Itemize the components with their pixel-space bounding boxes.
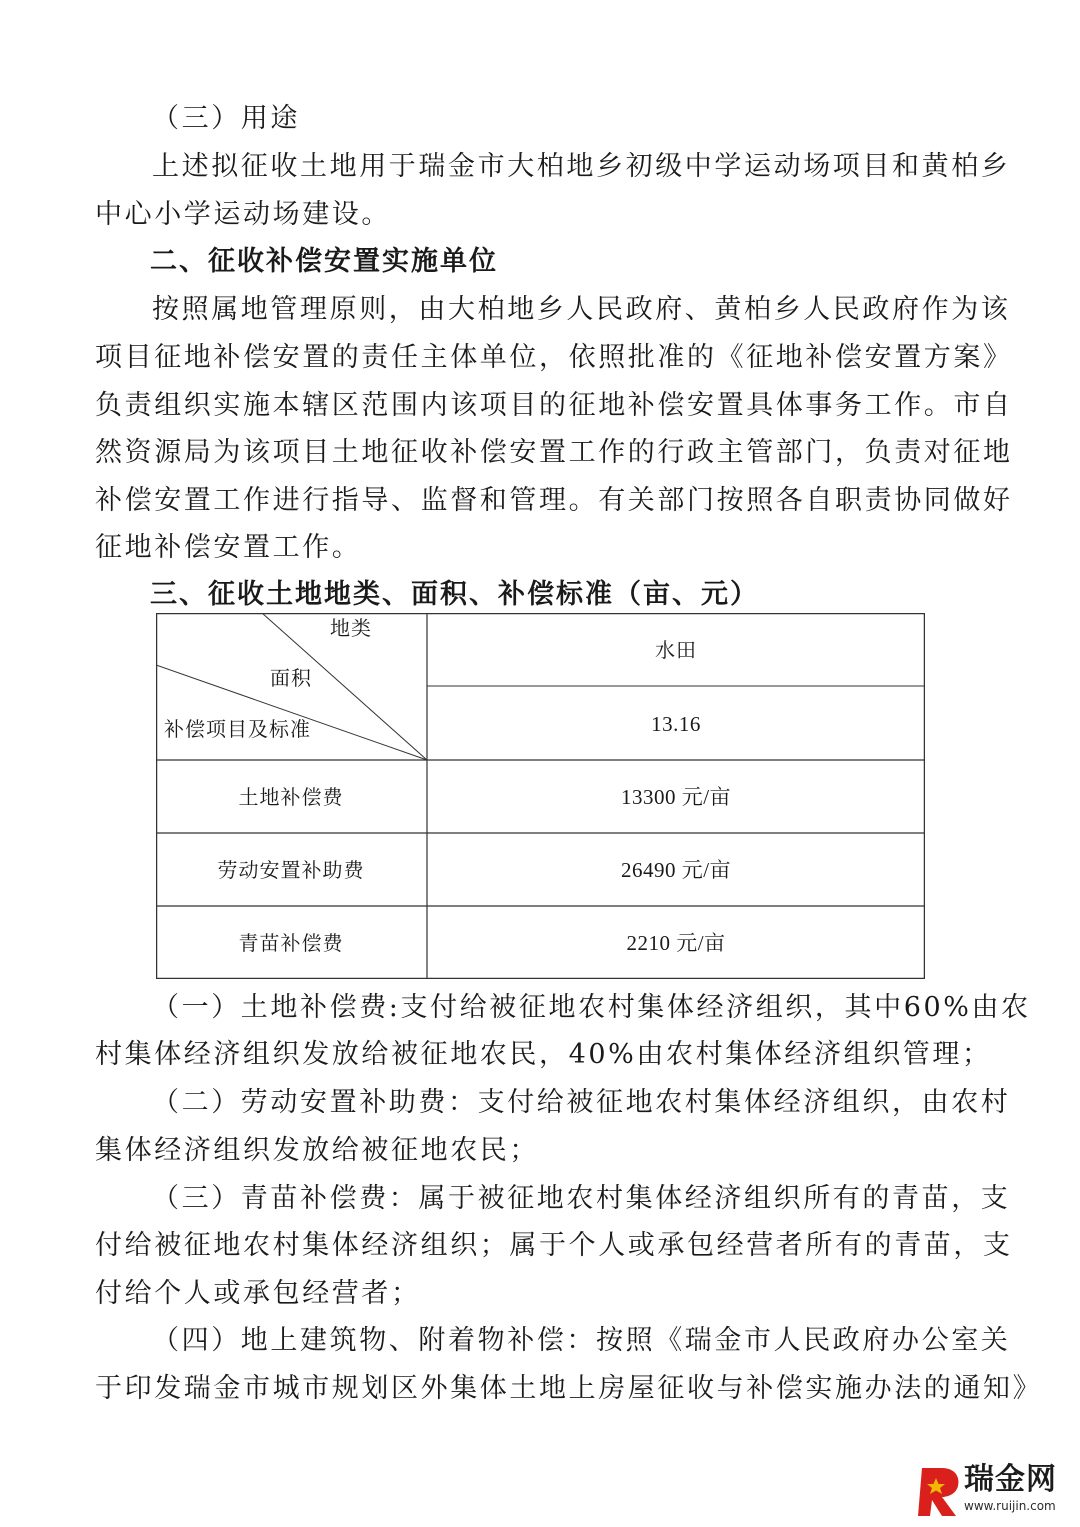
paragraph-line: 然资源局为该项目土地征收补偿安置工作的行政主管部门，负责对征地	[95, 437, 1013, 468]
logo-name: 瑞金网	[964, 1462, 1057, 1497]
paragraph-line: （二）劳动安置补助费：支付给被征地农村集体经济组织，由农村	[152, 1087, 1011, 1118]
land-type-value: 水田	[655, 638, 697, 662]
row-label: 劳动安置补助费	[217, 858, 365, 882]
paragraph-line: 项目征地补偿安置的责任主体单位，依照批准的《征地补偿安置方案》	[95, 342, 1013, 373]
paragraph-line: （一）土地补偿费:支付给被征地农村集体经济组织，其中60%由农	[152, 992, 1031, 1023]
paragraph-line: 于印发瑞金市城市规划区外集体土地上房屋征收与补偿实施办法的通知》	[95, 1373, 1043, 1404]
logo-url: www.ruijin.com	[964, 1499, 1056, 1513]
paragraph-line: 集体经济组织发放给被征地农民；	[95, 1135, 539, 1166]
paragraph-line: 付给个人或承包经营者；	[95, 1278, 421, 1309]
paragraph-line: 负责组织实施本辖区范围内该项目的征地补偿安置具体事务工作。市自	[95, 390, 1013, 421]
header-land-type: 地类	[330, 616, 372, 640]
paragraph-line: 上述拟征收土地用于瑞金市大柏地乡初级中学运动场项目和黄柏乡	[152, 151, 1011, 182]
watermark-logo	[912, 1462, 1067, 1522]
section-heading-2: 二、征收补偿安置实施单位	[150, 246, 498, 277]
paragraph-line: 中心小学运动场建设。	[95, 199, 391, 230]
header-items: 补偿项目及标准	[164, 717, 311, 741]
row-value: 2210 元/亩	[626, 931, 726, 955]
header-area: 面积	[270, 666, 312, 690]
row-value: 13300 元/亩	[620, 785, 732, 809]
paragraph-line: 村集体经济组织发放给被征地农民，40%由农村集体经济组织管理；	[95, 1039, 992, 1070]
paragraph-line: 付给被征地农村集体经济组织；属于个人或承包经营者所有的青苗，支	[95, 1230, 1013, 1261]
paragraph-line: （四）地上建筑物、附着物补偿：按照《瑞金市人民政府办公室关	[152, 1325, 1011, 1356]
paragraph-line: （三）青苗补偿费：属于被征地农村集体经济组织所有的青苗，支	[152, 1183, 1011, 1214]
compensation-table	[156, 613, 925, 979]
row-label: 土地补偿费	[238, 785, 344, 809]
area-value: 13.16	[651, 712, 701, 736]
paragraph-line: 补偿安置工作进行指导、监督和管理。有关部门按照各自职责协同做好	[95, 485, 1013, 516]
paragraph-line: 征地补偿安置工作。	[95, 532, 362, 563]
paragraph-line: 按照属地管理原则，由大柏地乡人民政府、黄柏乡人民政府作为该	[152, 294, 1011, 325]
row-value: 26490 元/亩	[620, 858, 732, 882]
section-heading-3: 三、征收土地地类、面积、补偿标准（亩、元）	[150, 579, 759, 610]
logo-r-icon	[912, 1462, 964, 1522]
row-label: 青苗补偿费	[238, 931, 344, 955]
section-heading-usage: （三）用途	[152, 103, 300, 134]
